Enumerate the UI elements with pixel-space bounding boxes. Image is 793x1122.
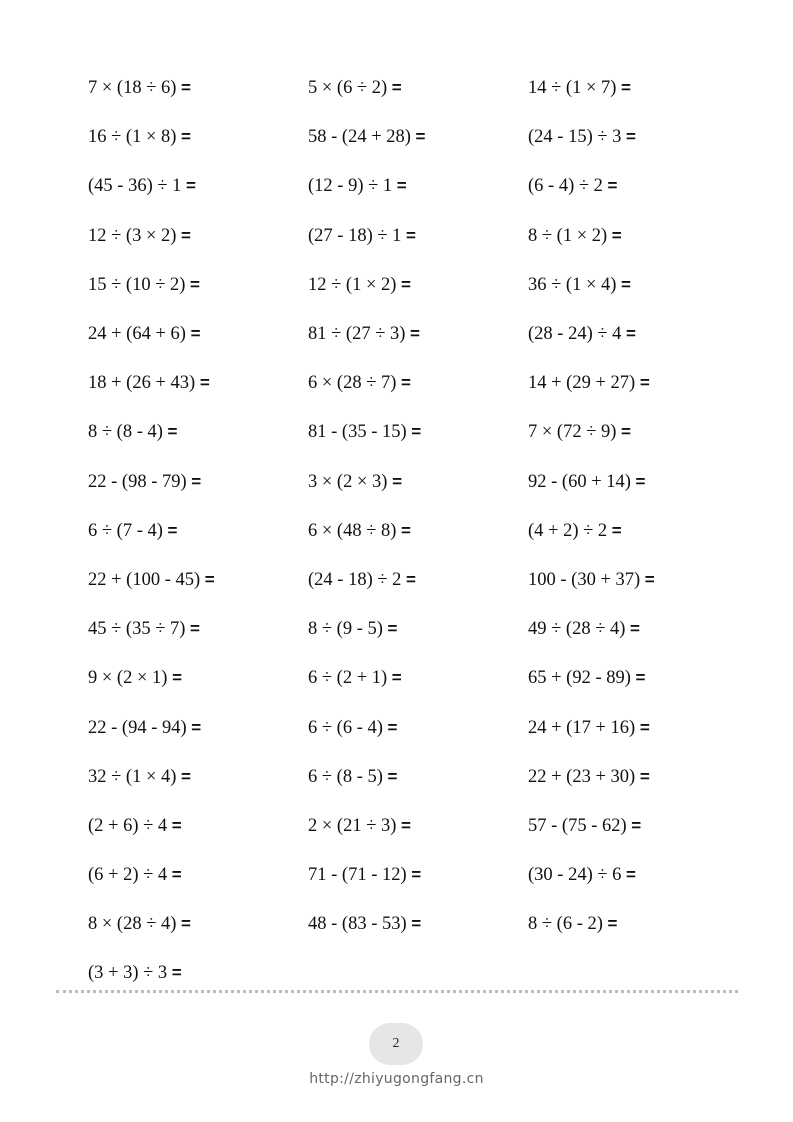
problem-row [88, 359, 748, 408]
dotted-divider [56, 990, 738, 993]
math-problem: 8 ÷ (6 - 2) = [528, 914, 618, 935]
math-problem: 2 × (21 ÷ 3) = [308, 815, 411, 836]
math-problem: 7 × (72 ÷ 9) = [528, 422, 631, 443]
math-problem: 45 ÷ (35 ÷ 7) = [88, 619, 200, 640]
math-problem: 16 ÷ (1 × 8) = [88, 127, 191, 148]
math-problem: 22 - (98 - 79) = [88, 471, 202, 492]
problem-row [88, 802, 748, 851]
problem-row [88, 900, 748, 949]
problem-row [88, 605, 748, 654]
math-problem: 8 ÷ (8 - 4) = [88, 422, 178, 443]
math-problem: (45 - 36) ÷ 1 = [88, 176, 196, 197]
math-problem: (4 + 2) ÷ 2 = [528, 520, 622, 541]
problem-row [88, 310, 748, 359]
math-problem: 5 × (6 ÷ 2) = [308, 78, 402, 99]
math-problem: 22 + (23 + 30) = [528, 766, 650, 787]
math-problem: (6 + 2) ÷ 4 = [88, 865, 182, 886]
math-problem: 36 ÷ (1 × 4) = [528, 274, 631, 295]
math-problem: 81 ÷ (27 ÷ 3) = [308, 324, 420, 345]
problem-grid [88, 64, 748, 999]
problem-row [88, 507, 748, 556]
math-problem: (6 - 4) ÷ 2 = [528, 176, 618, 197]
math-problem: 9 × (2 × 1) = [88, 668, 183, 689]
math-problem: (12 - 9) ÷ 1 = [308, 176, 407, 197]
problem-row [88, 113, 748, 162]
problem-row [88, 753, 748, 802]
math-problem: 8 ÷ (9 - 5) = [308, 619, 398, 640]
page-number: 2 [392, 1036, 400, 1051]
math-problem: 58 - (24 + 28) = [308, 127, 426, 148]
math-problem: 8 ÷ (1 × 2) = [528, 225, 622, 246]
math-problem: 65 + (92 - 89) = [528, 668, 646, 689]
math-problem: 6 ÷ (7 - 4) = [88, 520, 178, 541]
math-problem: (24 - 18) ÷ 2 = [308, 569, 416, 590]
math-problem: 8 × (28 ÷ 4) = [88, 914, 191, 935]
problem-row [88, 654, 748, 703]
math-problem: 92 - (60 + 14) = [528, 471, 646, 492]
math-problem: 24 + (64 + 6) = [88, 324, 201, 345]
math-problem: (2 + 6) ÷ 4 = [88, 815, 182, 836]
math-problem: 3 × (2 × 3) = [308, 471, 403, 492]
math-problem: 14 + (29 + 27) = [528, 373, 650, 394]
footer-url[interactable]: http://zhiyugongfang.cn [309, 1071, 484, 1087]
math-problem: (27 - 18) ÷ 1 = [308, 225, 416, 246]
problem-row [88, 458, 748, 507]
math-problem: (24 - 15) ÷ 3 = [528, 127, 636, 148]
math-problem: 22 - (94 - 94) = [88, 717, 202, 738]
math-problem: 6 ÷ (8 - 5) = [308, 766, 398, 787]
math-problem: 18 + (26 + 43) = [88, 373, 210, 394]
problem-row [88, 408, 748, 457]
math-problem: 6 × (48 ÷ 8) = [308, 520, 411, 541]
math-problem: 14 ÷ (1 × 7) = [528, 78, 631, 99]
math-problem: (28 - 24) ÷ 4 = [528, 324, 636, 345]
problem-row [88, 212, 748, 261]
page-number-badge [369, 1023, 423, 1065]
math-problem: 100 - (30 + 37) = [528, 569, 655, 590]
math-problem: 24 + (17 + 16) = [528, 717, 650, 738]
problem-row [88, 556, 748, 605]
math-problem: 12 ÷ (3 × 2) = [88, 225, 191, 246]
problem-row [88, 261, 748, 310]
math-problem: 48 - (83 - 53) = [308, 914, 422, 935]
math-problem: 71 - (71 - 12) = [308, 865, 422, 886]
math-problem: 12 ÷ (1 × 2) = [308, 274, 411, 295]
math-problem: 32 ÷ (1 × 4) = [88, 766, 191, 787]
problem-row [88, 703, 748, 752]
math-problem: 81 - (35 - 15) = [308, 422, 422, 443]
math-problem: 7 × (18 ÷ 6) = [88, 78, 191, 99]
math-problem: 15 ÷ (10 ÷ 2) = [88, 274, 200, 295]
math-problem: 57 - (75 - 62) = [528, 815, 642, 836]
math-problem: (30 - 24) ÷ 6 = [528, 865, 636, 886]
problem-row [88, 162, 748, 211]
math-problem: (3 + 3) ÷ 3 = [88, 963, 182, 984]
math-problem: 6 × (28 ÷ 7) = [308, 373, 411, 394]
math-problem: 6 ÷ (2 + 1) = [308, 668, 402, 689]
math-problem: 6 ÷ (6 - 4) = [308, 717, 398, 738]
problem-row [88, 64, 748, 113]
math-problem: 49 ÷ (28 ÷ 4) = [528, 619, 640, 640]
problem-row [88, 851, 748, 900]
math-problem: 22 + (100 - 45) = [88, 569, 215, 590]
